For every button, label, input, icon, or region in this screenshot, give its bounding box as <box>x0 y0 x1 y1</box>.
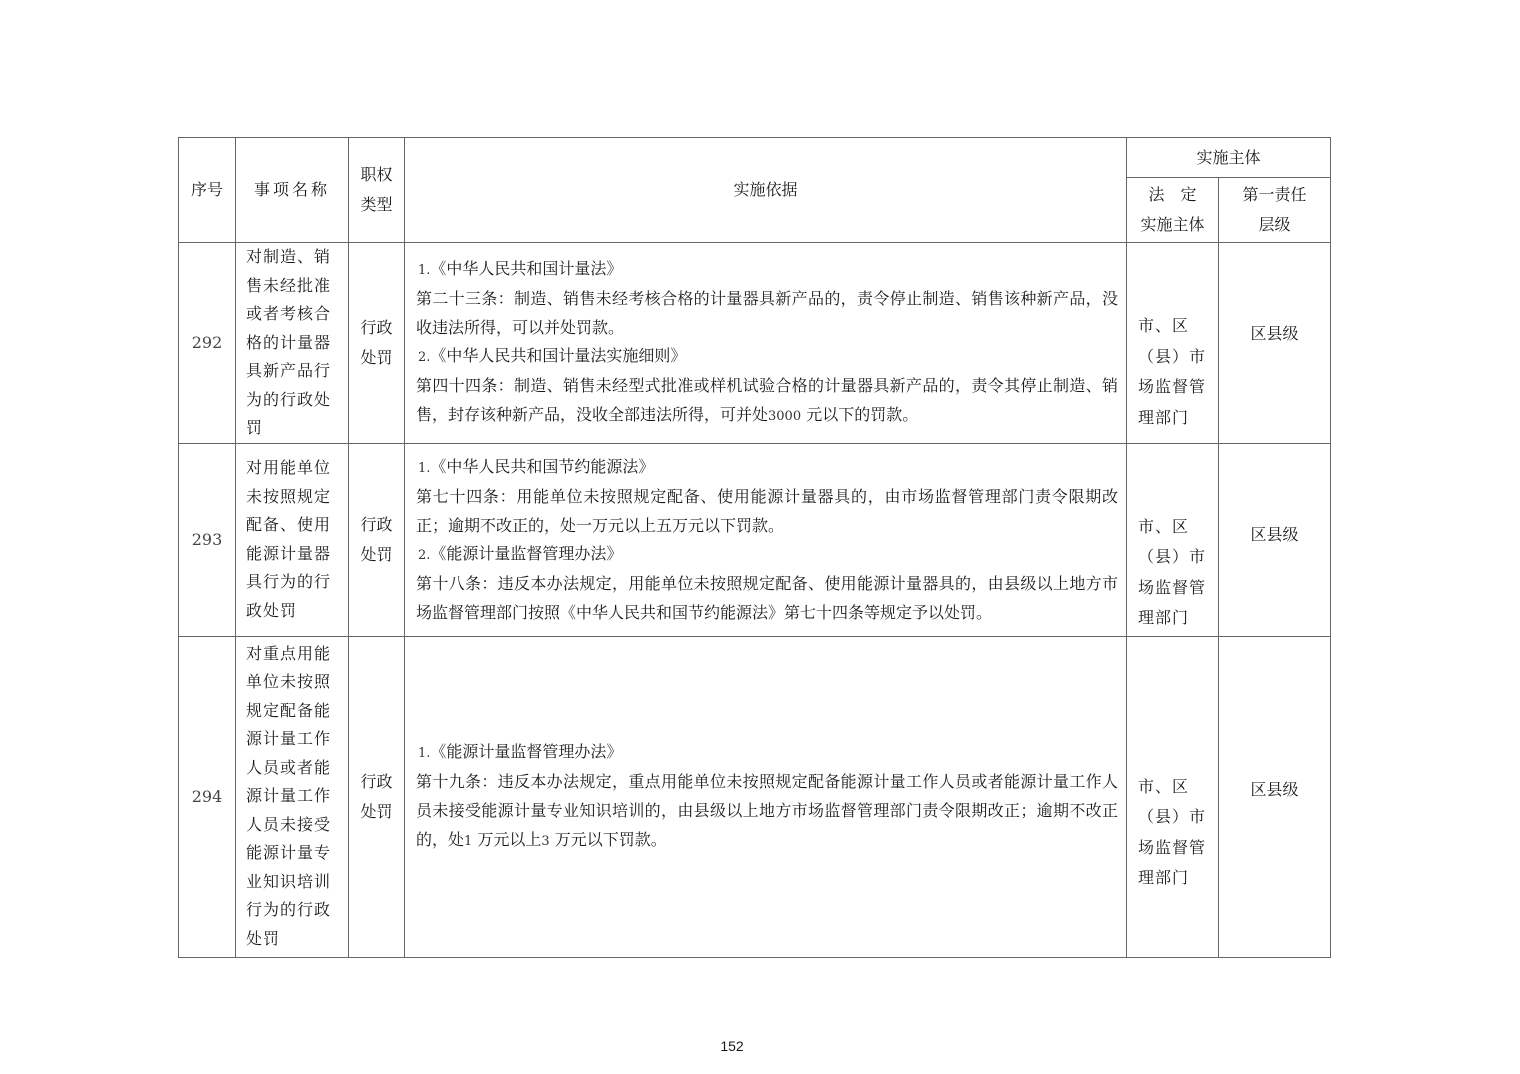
fine-amount: 3000 <box>768 408 802 424</box>
row-power-type-line2: 处罚 <box>360 544 393 564</box>
header-basis: 实施依据 <box>405 138 1127 243</box>
row-basis <box>405 443 1127 636</box>
header-item-name: 事项名称 <box>236 138 349 243</box>
row-power-type <box>349 443 405 636</box>
reference-number: 2. <box>418 547 431 563</box>
header-first-resp-line2: 层级 <box>1258 215 1291 234</box>
basis-reference <box>418 255 1118 284</box>
row-seq: 293 <box>179 443 236 636</box>
paragraph-text: 第十九条：违反本办法规定，重点用能单位未按照规定配备能源计量工作人员或者能源计量工作人员未接受能源计量专业知识培训的，由县级以上地方市场监督管理部门责令限期改正；逾期不改正的，处 <box>416 771 1118 849</box>
row-basis <box>405 636 1127 957</box>
table-row <box>179 443 1331 636</box>
fine-amount: 3 <box>541 833 550 849</box>
row-item-name: 对重点用能单位未按照规定配备能源计量工作人员或者能源计量工作人员未接受能源计量专业知识培训行为的行政处罚 <box>236 636 349 957</box>
reference-title: 《中华人民共和国计量法》 <box>430 258 623 278</box>
basis-reference <box>418 540 1118 569</box>
paragraph-text: 元以下的罚款。 <box>806 404 919 424</box>
reference-title: 《能源计量监督管理办法》 <box>430 741 623 761</box>
row-item-name: 对用能单位未按照规定配备、使用能源计量器具行为的行政处罚 <box>236 443 349 636</box>
row-responsibility-level: 区县级 <box>1219 443 1331 636</box>
row-legal-entity: 市、区（县）市场监督管理部门 <box>1127 636 1219 957</box>
reference-number: 2. <box>418 349 431 365</box>
row-legal-entity: 市、区（县）市场监督管理部门 <box>1127 243 1219 444</box>
reference-number: 1. <box>418 460 431 476</box>
basis-paragraph <box>416 767 1118 856</box>
row-responsibility-level: 区县级 <box>1219 243 1331 444</box>
basis-reference <box>418 738 1118 767</box>
header-legal-entity <box>1127 178 1219 243</box>
row-power-type-line1: 行政 <box>360 771 393 791</box>
page-number: 152 <box>720 1038 744 1054</box>
basis-paragraph <box>416 371 1118 431</box>
header-power-type-line1: 职权 <box>360 165 393 184</box>
table-row <box>179 636 1331 957</box>
basis-paragraph: 第七十四条：用能单位未按照规定配备、使用能源计量器具的，由市场监督管理部门责令限期改正；逾期不改正的，处一万元以上五万元以下罚款。 <box>416 486 1118 535</box>
row-seq: 292 <box>179 243 236 444</box>
reference-number: 1. <box>418 262 431 278</box>
basis-paragraph: 第二十三条：制造、销售未经考核合格的计量器具新产品的，责令停止制造、销售该种新产品，没收违法所得，可以并处罚款。 <box>416 288 1118 337</box>
table-row <box>179 243 1331 444</box>
reference-number: 1. <box>418 745 431 761</box>
basis-reference <box>418 453 1118 482</box>
reference-title: 《中华人民共和国节约能源法》 <box>430 456 655 476</box>
fine-amount: 1 <box>464 833 473 849</box>
header-first-resp-line1: 第一责任 <box>1242 185 1307 204</box>
row-power-type-line1: 行政 <box>360 317 393 337</box>
row-power-type-line2: 处罚 <box>360 801 393 821</box>
header-seq: 序号 <box>179 138 236 243</box>
header-row-top <box>179 138 1331 178</box>
header-entity-group: 实施主体 <box>1127 138 1331 178</box>
row-power-type <box>349 243 405 444</box>
header-power-type-line2: 类型 <box>360 195 393 214</box>
basis-paragraph: 第十八条：违反本办法规定，用能单位未按照规定配备、使用能源计量器具的，由县级以上地方市场监督管理部门按照《中华人民共和国节约能源法》第七十四条等规定予以处罚。 <box>416 573 1118 622</box>
row-seq: 294 <box>179 636 236 957</box>
paragraph-text: 万元以下罚款。 <box>554 829 667 849</box>
row-power-type <box>349 636 405 957</box>
enforcement-table <box>178 137 1331 958</box>
header-first-responsibility <box>1219 178 1331 243</box>
reference-title: 《中华人民共和国计量法实施细则》 <box>430 345 687 365</box>
paragraph-text: 第四十四条：制造、销售未经型式批准或样机试验合格的计量器具新产品的，责令其停止制造、销售，封存该种新产品，没收全部违法所得，可并处 <box>416 375 1118 424</box>
header-legal-entity-line1: 法 定 <box>1148 185 1197 204</box>
row-basis <box>405 243 1127 444</box>
paragraph-text: 万元以上 <box>477 829 542 849</box>
basis-reference <box>418 342 1118 371</box>
row-legal-entity: 市、区（县）市场监督管理部门 <box>1127 443 1219 636</box>
row-item-name: 对制造、销售未经批准或者考核合格的计量器具新产品行为的行政处罚 <box>236 243 349 444</box>
header-legal-entity-line2: 实施主体 <box>1140 215 1205 234</box>
row-responsibility-level: 区县级 <box>1219 636 1331 957</box>
reference-title: 《能源计量监督管理办法》 <box>430 543 623 563</box>
row-power-type-line1: 行政 <box>360 514 393 534</box>
header-power-type <box>349 138 405 243</box>
row-power-type-line2: 处罚 <box>360 347 393 367</box>
